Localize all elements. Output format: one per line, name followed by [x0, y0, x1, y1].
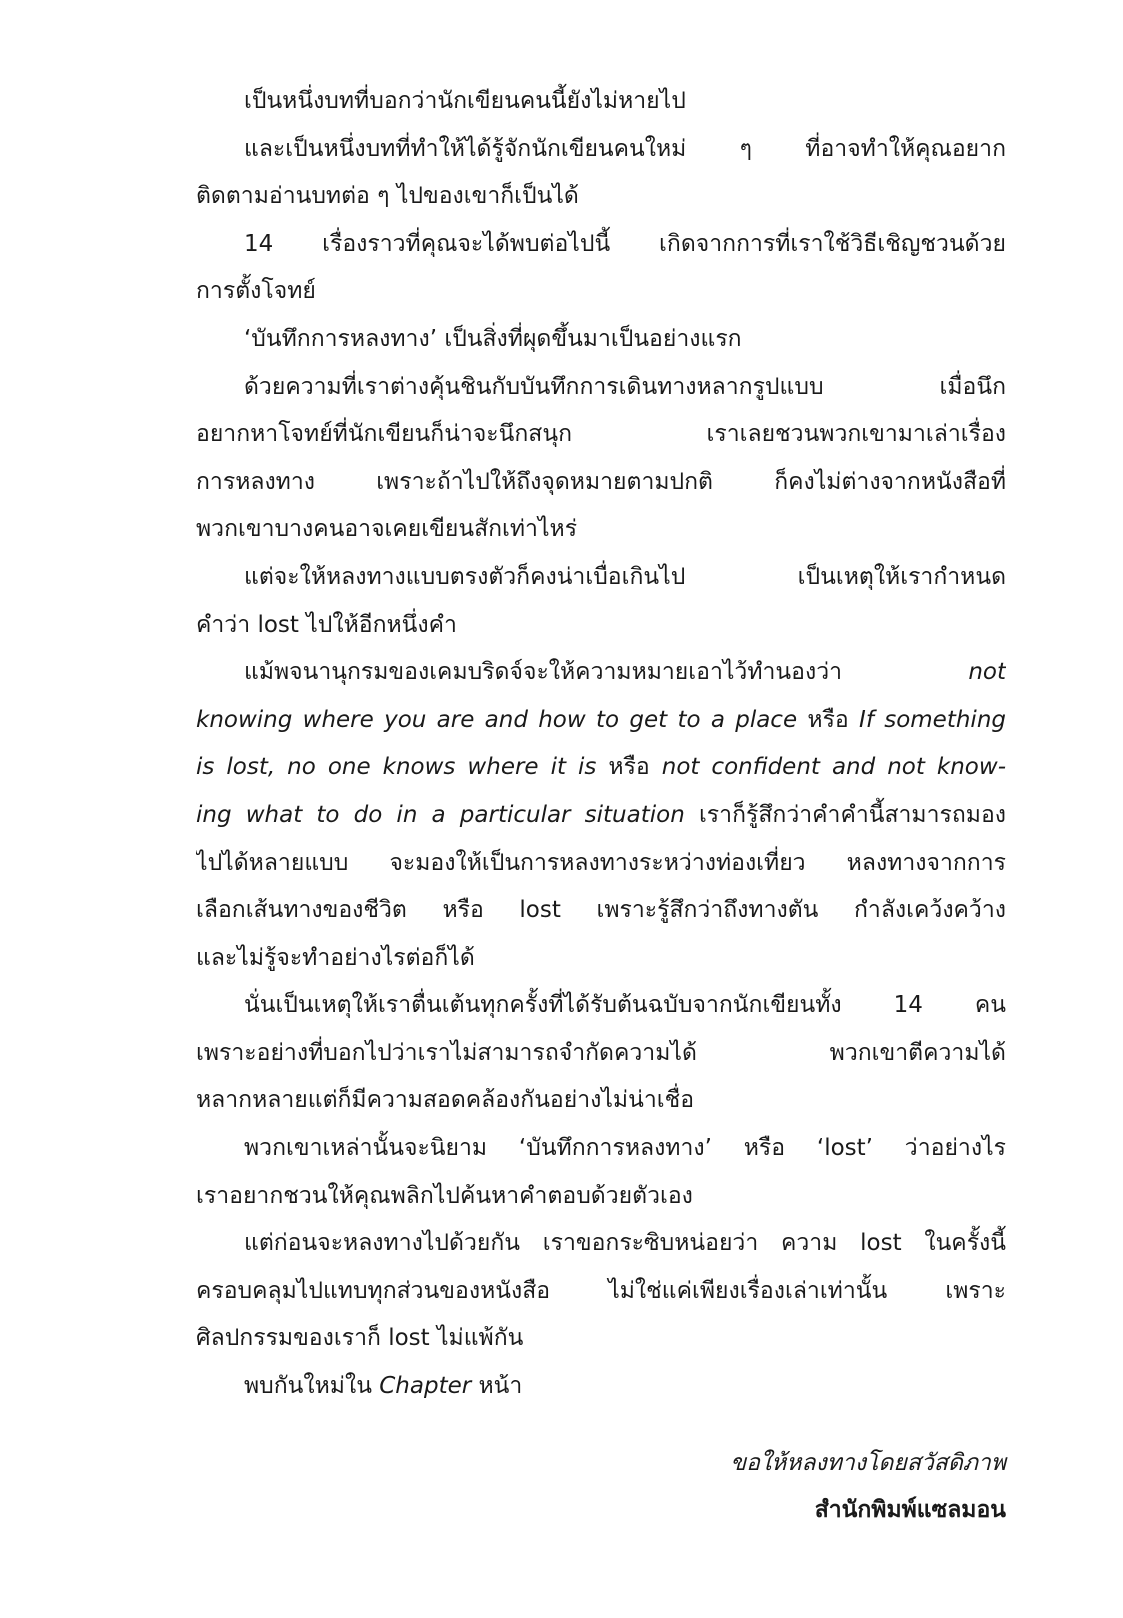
text-run: นั่นเป็นเหตุให้เราตื่นเต้นทุกครั้งที่ได้รับต้นฉบับจากนักเขียนทั้ง 14 คน — [244, 992, 1006, 1019]
text-run: พบกันใหม่ใน — [244, 1373, 380, 1400]
text-line — [196, 1268, 1006, 1316]
italic-text-run: knowing where you are and how to get to a place — [196, 706, 798, 733]
text-line — [196, 1173, 1006, 1221]
text-line — [196, 554, 1006, 602]
text-run: พวกเขาเหล่านั้นจะนิยาม ‘บันทึกการหลงทาง’ หรือ ‘lost’ ว่าอย่างไร — [244, 1135, 1006, 1162]
text-line — [196, 792, 1006, 840]
text-line — [196, 935, 1006, 983]
italic-text-run: not — [968, 659, 1006, 686]
text-run: หรือ — [797, 706, 860, 733]
text-run: ‘บันทึกการหลงทาง’ เป็นสิ่งที่ผุดขึ้นมาเป็นอย่างแรก — [244, 325, 742, 352]
text-line — [196, 887, 1006, 935]
text-run: เราก็รู้สึกว่าคำคำนี้สามารถมอง — [684, 801, 1006, 828]
text-line — [196, 411, 1006, 459]
text-run: ติดตามอ่านบทต่อ ๆ ไปของเขาก็เป็นได้ — [196, 183, 579, 210]
text-line — [196, 506, 1006, 554]
text-line — [196, 649, 1006, 697]
text-run: เพราะอย่างที่บอกไปว่าเราไม่สามารถจำกัดความได้ พวกเขาตีความได้ — [196, 1039, 1006, 1066]
italic-text-run: ing what to do in a particular situation — [196, 801, 685, 828]
text-run: และไม่รู้จะทำอย่างไรต่อก็ได้ — [196, 944, 475, 971]
text-run: ศิลปกรรมของเราก็ lost ไม่แพ้กัน — [196, 1325, 524, 1352]
text-run: 14 เรื่องราวที่คุณจะได้พบต่อไปนี้ เกิดจากการที่เราใช้วิธีเชิญชวนด้วย — [244, 230, 1006, 257]
text-run: เลือกเส้นทางของชีวิต หรือ lost เพราะรู้สึกว่าถึงทางตัน กำลังเคว้งคว้าง — [196, 897, 1006, 924]
text-line — [196, 1315, 1006, 1363]
text-run: แต่จะให้หลงทางแบบตรงตัวก็คงน่าเบื่อเกินไป เป็นเหตุให้เรากำหนด — [244, 563, 1006, 590]
text-run: การหลงทาง เพราะถ้าไปให้ถึงจุดหมายตามปกติ ก็คงไม่ต่างจากหนังสือที่ — [196, 468, 1006, 495]
text-run: แต่ก่อนจะหลงทางไปด้วยกัน เราขอกระซิบหน่อยว่า ความ lost ในครั้งนี้ — [244, 1230, 1006, 1257]
text-line — [196, 221, 1006, 269]
text-line — [196, 78, 1006, 126]
text-line — [196, 1125, 1006, 1173]
text-line — [196, 1220, 1006, 1268]
text-run: พวกเขาบางคนอาจเคยเขียนสักเท่าไหร่ — [196, 516, 578, 543]
text-line — [196, 126, 1006, 174]
text-run: อยากหาโจทย์ที่นักเขียนก็น่าจะนึกสนุก เราเลยชวนพวกเขามาเล่าเรื่อง — [196, 421, 1006, 448]
text-run: เราอยากชวนให้คุณพลิกไปค้นหาคำตอบด้วยตัวเอง — [196, 1182, 693, 1209]
publisher-name: สำนักพิมพ์แซลมอน — [814, 1497, 1006, 1523]
text-run: หลากหลายแต่ก็มีความสอดคล้องกันอย่างไม่น่าเชื่อ — [196, 1087, 695, 1114]
text-line — [196, 459, 1006, 507]
text-run: แม้พจนานุกรมของเคมบริดจ์จะให้ความหมายเอาไว้ทำนองว่า — [244, 659, 969, 686]
text-line — [196, 173, 1006, 221]
text-run: ด้วยความที่เราต่างคุ้นชินกับบันทึกการเดินทางหลากรูปแบบ เมื่อนึก — [244, 373, 1006, 400]
text-run: คำว่า lost ไปให้อีกหนึ่งคำ — [196, 611, 457, 638]
italic-text-run: Chapter — [379, 1373, 472, 1400]
body-text — [196, 78, 1006, 1411]
text-line — [196, 697, 1006, 745]
text-line — [196, 268, 1006, 316]
text-line — [196, 1363, 1006, 1411]
text-line — [196, 744, 1006, 792]
signature-tagline: ขอให้หลงทางโดยสวัสดิภาพ — [730, 1450, 1006, 1476]
italic-text-run: not confident and not know- — [661, 754, 1006, 781]
text-line — [196, 316, 1006, 364]
text-run: เป็นหนึ่งบทที่บอกว่านักเขียนคนนี้ยังไม่หายไป — [244, 88, 686, 114]
text-run: การตั้งโจทย์ — [196, 278, 316, 305]
text-line — [196, 1077, 1006, 1125]
text-line — [196, 840, 1006, 888]
text-run: หน้า — [471, 1373, 523, 1400]
text-run: และเป็นหนึ่งบทที่ทำให้ได้รู้จักนักเขียนคนใหม่ ๆ ที่อาจทำให้คุณอยาก — [244, 135, 1006, 162]
signature-block — [730, 1440, 1006, 1534]
text-line — [196, 364, 1006, 412]
text-line — [196, 602, 1006, 650]
italic-text-run: If something — [859, 706, 1006, 733]
text-run: ไปได้หลายแบบ จะมองให้เป็นการหลงทางระหว่างท่องเที่ยว หลงทางจากการ — [196, 849, 1006, 876]
text-line — [196, 1030, 1006, 1078]
text-line — [196, 982, 1006, 1030]
text-run: ครอบคลุมไปแทบทุกส่วนของหนังสือ ไม่ใช่แค่เพียงเรื่องเล่าเท่านั้น เพราะ — [196, 1277, 1006, 1304]
italic-text-run: is lost, no one knows where it is — [196, 754, 597, 781]
text-run: หรือ — [596, 754, 662, 781]
